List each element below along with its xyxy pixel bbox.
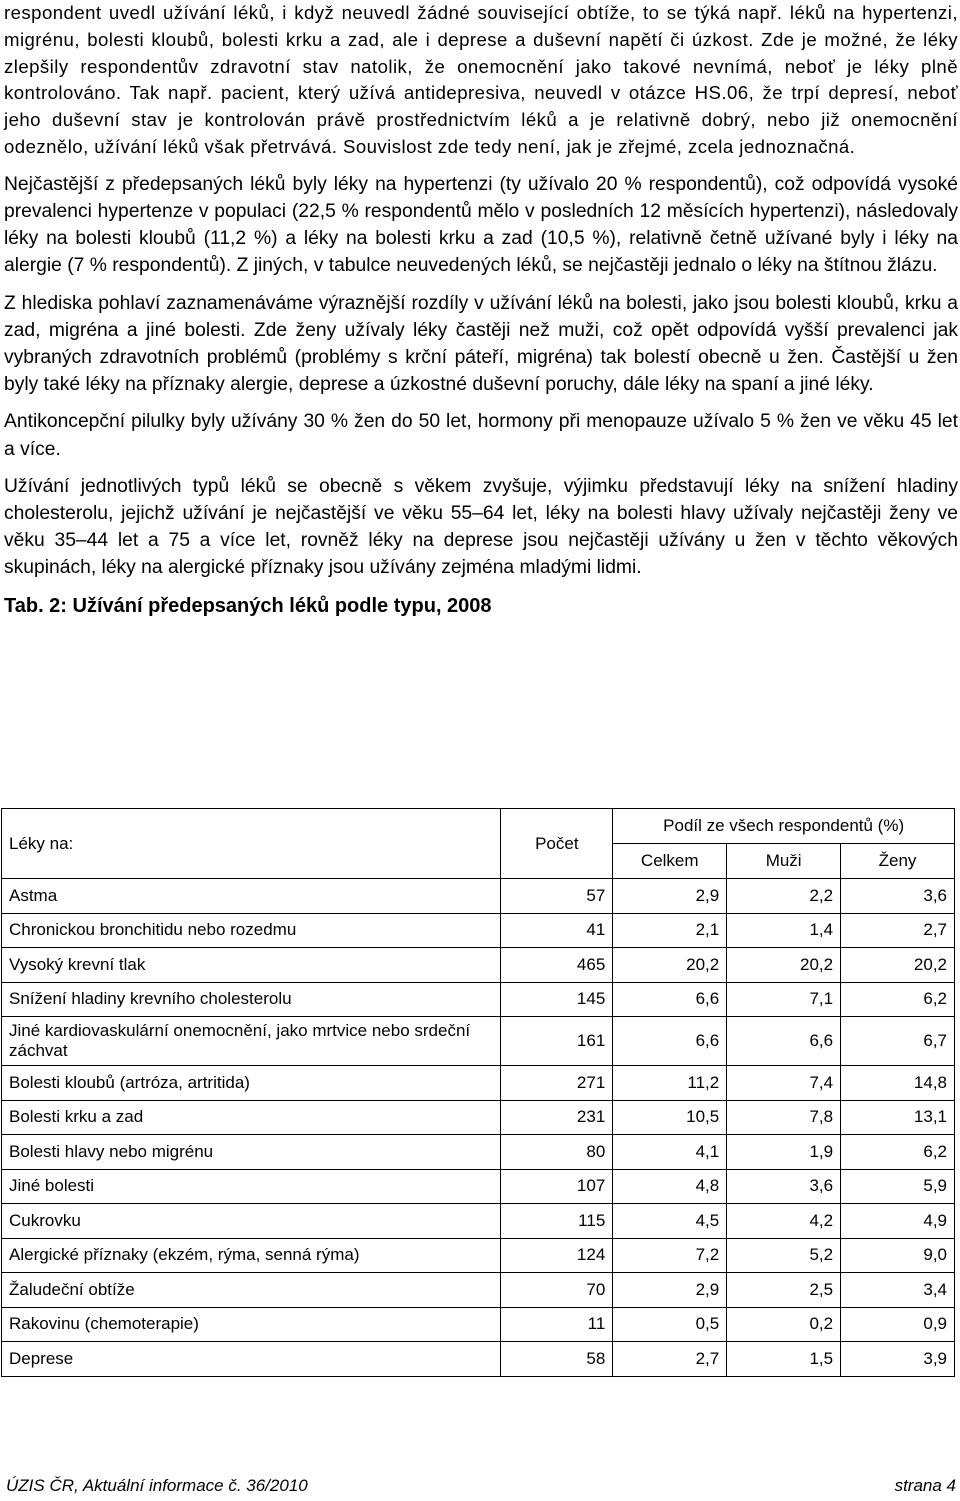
cell-count: 161	[501, 1017, 613, 1066]
footer-source: ÚZIS ČR, Aktuální informace č. 36/2010	[6, 1476, 308, 1495]
cell-total: 2,1	[613, 913, 727, 948]
table-row	[2, 879, 955, 914]
cell-men: 1,9	[727, 1135, 841, 1170]
cell-total: 20,2	[613, 948, 727, 983]
cell-women: 3,4	[841, 1273, 955, 1308]
cell-label: Cukrovku	[2, 1204, 501, 1239]
cell-count: 231	[501, 1100, 613, 1135]
cell-women: 9,0	[841, 1238, 955, 1273]
paragraph-most-common: Nejčastější z předepsaných léků byly léky na hypertenzi (ty užívalo 20 % respondentů), což odpovídá vysoké prevalenci hypertenze v populaci (22,5 % respondentů mělo v posledních 12 měsících hypertenzi), následovaly léky na bolesti kloubů (11,2 %) a léky na bolesti krku a zad (10,5 %), relativně četně užívané byly i léky na alergie (7 % respondentů). Z jiných, v tabulce neuvedených léků, se nejčastěji jednalo o léky na štítnou žlázu.	[4, 173, 958, 277]
cell-label: Alergické příznaky (ekzém, rýma, senná rýma)	[2, 1238, 501, 1273]
cell-label: Vysoký krevní tlak	[2, 948, 501, 983]
header-women: Ženy	[841, 844, 955, 879]
cell-men: 1,5	[727, 1342, 841, 1377]
cell-count: 70	[501, 1273, 613, 1308]
table-title: Tab. 2: Užívání předepsaných léků podle typu, 2008	[4, 594, 492, 617]
paragraph-age: Užívání jednotlivých typů léků se obecně s věkem zvyšuje, výjimku představují léky na snížení hladiny cholesterolu, jejichž užívání je nejčastější ve věku 55–64 let, léky na bolesti hlavy užívaly nejčastěji ženy ve věku 35–44 let a 75 a více let, rovněž léky na deprese jsou nejčastěji užívány u žen v těchto věkových skupinách, léky na alergické příznaky jsou užívány zejména mladými lidmi.	[4, 475, 958, 579]
cell-total: 0,5	[613, 1307, 727, 1342]
table-row	[2, 913, 955, 948]
cell-count: 145	[501, 982, 613, 1017]
table-row	[2, 1273, 955, 1308]
table-row	[2, 1169, 955, 1204]
cell-total: 2,7	[613, 1342, 727, 1377]
cell-women: 20,2	[841, 948, 955, 983]
cell-label: Rakovinu (chemoterapie)	[2, 1307, 501, 1342]
table-row	[2, 1135, 955, 1170]
paragraph-gender: Z hlediska pohlaví zaznamenáváme výraznější rozdíly v užívání léků na bolesti, jako jsou bolesti kloubů, krku a zad, migréna a jiné bolesti. Zde ženy užívaly léky častěji než muži, což opět odpovídá vyšší prevalenci jak vybraných zdravotních problémů (problémy s krční páteří, migréna) tak bolestí obecně u žen. Častější u žen byly také léky na příznaky alergie, deprese a úzkostné duševní poruchy, dále léky na spaní a jiné léky.	[4, 292, 958, 396]
header-total: Celkem	[613, 844, 727, 879]
cell-count: 115	[501, 1204, 613, 1239]
cell-men: 4,2	[727, 1204, 841, 1239]
footer-page-number: strana 4	[894, 1476, 956, 1495]
drugs-table	[1, 808, 955, 1377]
cell-men: 7,8	[727, 1100, 841, 1135]
cell-total: 7,2	[613, 1238, 727, 1273]
cell-women: 2,7	[841, 913, 955, 948]
cell-women: 6,2	[841, 982, 955, 1017]
cell-men: 7,4	[727, 1066, 841, 1101]
cell-count: 465	[501, 948, 613, 983]
cell-women: 0,9	[841, 1307, 955, 1342]
cell-total: 4,8	[613, 1169, 727, 1204]
cell-count: 41	[501, 913, 613, 948]
cell-men: 0,2	[727, 1307, 841, 1342]
cell-men: 6,6	[727, 1017, 841, 1066]
cell-total: 2,9	[613, 1273, 727, 1308]
cell-total: 2,9	[613, 879, 727, 914]
cell-label: Žaludeční obtíže	[2, 1273, 501, 1308]
table-body	[2, 879, 955, 1377]
cell-total: 11,2	[613, 1066, 727, 1101]
cell-label: Jiné kardiovaskulární onemocnění, jako mrtvice nebo srdeční záchvat	[2, 1017, 501, 1066]
table-row	[2, 948, 955, 983]
cell-men: 1,4	[727, 913, 841, 948]
cell-women: 3,9	[841, 1342, 955, 1377]
cell-women: 3,6	[841, 879, 955, 914]
cell-total: 6,6	[613, 982, 727, 1017]
cell-men: 20,2	[727, 948, 841, 983]
table-row	[2, 1307, 955, 1342]
table-row	[2, 982, 955, 1017]
cell-count: 271	[501, 1066, 613, 1101]
cell-label: Bolesti kloubů (artróza, artritida)	[2, 1066, 501, 1101]
cell-women: 6,7	[841, 1017, 955, 1066]
cell-men: 2,5	[727, 1273, 841, 1308]
table-row	[2, 1017, 955, 1066]
cell-label: Deprese	[2, 1342, 501, 1377]
cell-men: 7,1	[727, 982, 841, 1017]
cell-label: Bolesti hlavy nebo migrénu	[2, 1135, 501, 1170]
cell-women: 5,9	[841, 1169, 955, 1204]
cell-label: Jiné bolesti	[2, 1169, 501, 1204]
table-row	[2, 1100, 955, 1135]
cell-total: 4,1	[613, 1135, 727, 1170]
cell-count: 58	[501, 1342, 613, 1377]
cell-count: 107	[501, 1169, 613, 1204]
header-men: Muži	[727, 844, 841, 879]
paragraph-contraception: Antikoncepční pilulky byly užívány 30 % žen do 50 let, hormony při menopauze užívalo 5 % žen ve věku 45 let a více.	[4, 411, 958, 460]
header-count: Počet	[501, 809, 613, 879]
cell-total: 6,6	[613, 1017, 727, 1066]
cell-men: 2,2	[727, 879, 841, 914]
table-row	[2, 1238, 955, 1273]
table-row	[2, 1204, 955, 1239]
cell-women: 4,9	[841, 1204, 955, 1239]
table-row	[2, 1066, 955, 1101]
table-row	[2, 1342, 955, 1377]
cell-label: Chronickou bronchitidu nebo rozedmu	[2, 913, 501, 948]
cell-total: 4,5	[613, 1204, 727, 1239]
cell-women: 13,1	[841, 1100, 955, 1135]
cell-count: 57	[501, 879, 613, 914]
header-item: Léky na:	[2, 809, 501, 879]
cell-label: Snížení hladiny krevního cholesterolu	[2, 982, 501, 1017]
cell-count: 11	[501, 1307, 613, 1342]
cell-total: 10,5	[613, 1100, 727, 1135]
cell-label: Bolesti krku a zad	[2, 1100, 501, 1135]
cell-label: Astma	[2, 879, 501, 914]
cell-count: 124	[501, 1238, 613, 1273]
cell-women: 6,2	[841, 1135, 955, 1170]
cell-men: 5,2	[727, 1238, 841, 1273]
cell-count: 80	[501, 1135, 613, 1170]
cell-men: 3,6	[727, 1169, 841, 1204]
cell-women: 14,8	[841, 1066, 955, 1101]
document-page	[4, 0, 958, 619]
header-share-group: Podíl ze všech respondentů (%)	[613, 809, 955, 844]
paragraph-intro: respondent uvedl užívání léků, i když neuvedl žádné související obtíže, to se týká např. léků na hypertenzi, migrénu, bolesti kloubů, bolesti krku a zad, ale i deprese a duševní napětí či úzkost. Zde je možné, že léky zlepšily respondentův zdravotní stav natolik, že onemocnění jako takové nevnímá, neboť je léky plně kontrolováno. Tak např. pacient, který užívá antidepresiva, neuvedl v otázce HS.06, že trpí depresí, neboť jeho duševní stav je kontrolován právě prostřednictvím léků a je relativně dobrý, nebo již onemocnění odeznělo, užívání léků však přetrvává. Souvislost zde tedy není, jak je zřejmé, zcela jednoznačná.	[4, 2, 958, 157]
